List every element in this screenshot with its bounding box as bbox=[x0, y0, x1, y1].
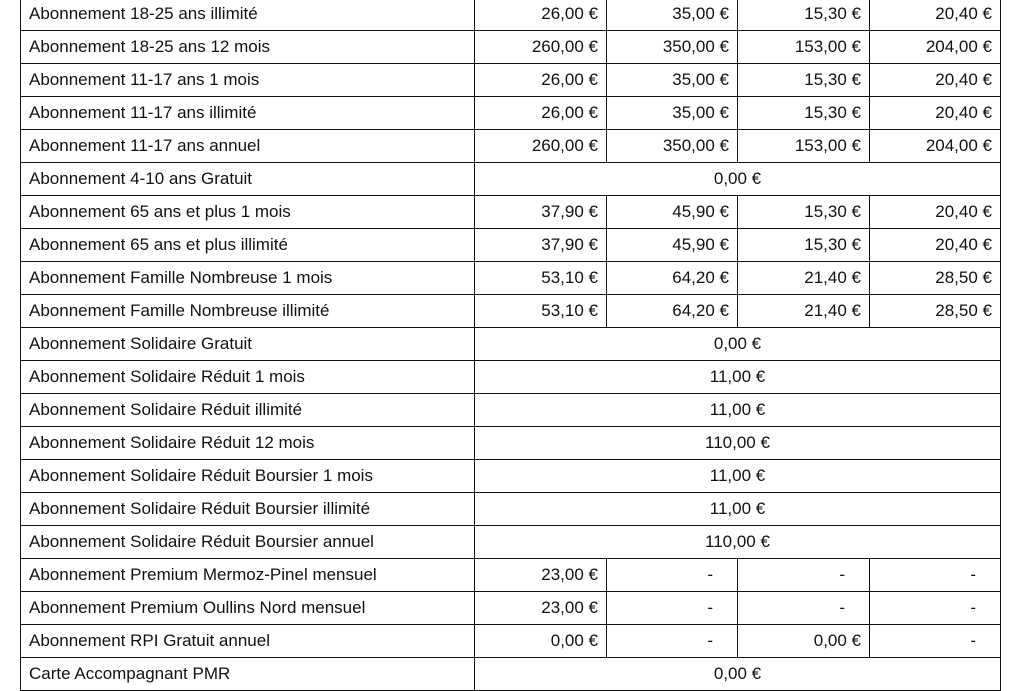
fare-price-cell: 45,90 € bbox=[607, 196, 738, 229]
fare-price-cell: 23,00 € bbox=[475, 559, 607, 592]
fare-price-cell: 53,10 € bbox=[475, 262, 607, 295]
fare-price-cell: - bbox=[738, 592, 870, 625]
fare-price-cell: 153,00 € bbox=[738, 130, 870, 163]
table-row bbox=[21, 625, 1001, 658]
table-row bbox=[21, 196, 1001, 229]
fare-price-cell: 28,50 € bbox=[870, 262, 1001, 295]
fare-price-cell: 15,30 € bbox=[738, 64, 870, 97]
fare-label-cell: Abonnement 18-25 ans illimité bbox=[21, 0, 475, 31]
fare-price-cell: - bbox=[607, 592, 738, 625]
table-row bbox=[21, 460, 1001, 493]
table-row bbox=[21, 163, 1001, 196]
fare-price-cell: 350,00 € bbox=[607, 31, 738, 64]
fare-price-cell: 26,00 € bbox=[475, 64, 607, 97]
fare-price-cell: - bbox=[607, 625, 738, 658]
fare-label-cell: Abonnement 11-17 ans illimité bbox=[21, 97, 475, 130]
fare-price-cell: 45,90 € bbox=[607, 229, 738, 262]
fare-flat-price-cell: 11,00 € bbox=[475, 493, 1001, 526]
fare-price-cell: 35,00 € bbox=[607, 97, 738, 130]
fare-price-cell: - bbox=[870, 592, 1001, 625]
fare-label-cell: Abonnement Famille Nombreuse 1 mois bbox=[21, 262, 475, 295]
table-row bbox=[21, 328, 1001, 361]
fare-price-cell: 260,00 € bbox=[475, 130, 607, 163]
table-row bbox=[21, 526, 1001, 559]
fare-price-cell: 23,00 € bbox=[475, 592, 607, 625]
table-row bbox=[21, 262, 1001, 295]
fare-price-cell: 153,00 € bbox=[738, 31, 870, 64]
fare-label-cell: Abonnement 18-25 ans 12 mois bbox=[21, 31, 475, 64]
fare-price-cell: 204,00 € bbox=[870, 130, 1001, 163]
table-row bbox=[21, 130, 1001, 163]
table-row bbox=[21, 97, 1001, 130]
fare-price-cell: 15,30 € bbox=[738, 0, 870, 31]
table-row bbox=[21, 592, 1001, 625]
fare-price-cell: 35,00 € bbox=[607, 0, 738, 31]
fare-price-cell: 64,20 € bbox=[607, 295, 738, 328]
fare-label-cell: Abonnement 65 ans et plus 1 mois bbox=[21, 196, 475, 229]
fare-price-cell: 0,00 € bbox=[475, 625, 607, 658]
fare-price-cell: 350,00 € bbox=[607, 130, 738, 163]
fare-price-cell: 37,90 € bbox=[475, 229, 607, 262]
table-row bbox=[21, 229, 1001, 262]
fare-label-cell: Abonnement Famille Nombreuse illimité bbox=[21, 295, 475, 328]
fare-price-cell: 15,30 € bbox=[738, 229, 870, 262]
fare-price-cell: 21,40 € bbox=[738, 295, 870, 328]
fare-price-cell: 26,00 € bbox=[475, 97, 607, 130]
fare-label-cell: Abonnement RPI Gratuit annuel bbox=[21, 625, 475, 658]
fare-price-cell: 20,40 € bbox=[870, 64, 1001, 97]
fare-price-cell: 20,40 € bbox=[870, 229, 1001, 262]
table-row bbox=[21, 394, 1001, 427]
fare-price-cell: 20,40 € bbox=[870, 0, 1001, 31]
fare-price-cell: - bbox=[870, 559, 1001, 592]
fare-price-cell: 0,00 € bbox=[738, 625, 870, 658]
fare-flat-price-cell: 110,00 € bbox=[475, 427, 1001, 460]
table-row bbox=[21, 64, 1001, 97]
fare-flat-price-cell: 11,00 € bbox=[475, 460, 1001, 493]
fare-label-cell: Abonnement Premium Oullins Nord mensuel bbox=[21, 592, 475, 625]
fare-flat-price-cell: 11,00 € bbox=[475, 394, 1001, 427]
fare-label-cell: Abonnement Solidaire Réduit 1 mois bbox=[21, 361, 475, 394]
table-row bbox=[21, 31, 1001, 64]
fare-price-cell: 64,20 € bbox=[607, 262, 738, 295]
fare-label-cell: Abonnement Premium Mermoz-Pinel mensuel bbox=[21, 559, 475, 592]
fare-price-cell: - bbox=[607, 559, 738, 592]
fare-label-cell: Abonnement Solidaire Gratuit bbox=[21, 328, 475, 361]
table-row bbox=[21, 0, 1001, 31]
fare-price-cell: 20,40 € bbox=[870, 196, 1001, 229]
fare-label-cell: Abonnement 65 ans et plus illimité bbox=[21, 229, 475, 262]
fare-label-cell: Abonnement Solidaire Réduit Boursier 1 mois bbox=[21, 460, 475, 493]
fare-price-cell: 26,00 € bbox=[475, 0, 607, 31]
fare-price-cell: - bbox=[738, 559, 870, 592]
fare-label-cell: Abonnement Solidaire Réduit Boursier illimité bbox=[21, 493, 475, 526]
fare-flat-price-cell: 0,00 € bbox=[475, 163, 1001, 196]
fare-price-cell: 53,10 € bbox=[475, 295, 607, 328]
fare-label-cell: Abonnement 4-10 ans Gratuit bbox=[21, 163, 475, 196]
fare-price-cell: - bbox=[870, 625, 1001, 658]
fare-flat-price-cell: 0,00 € bbox=[475, 658, 1001, 691]
fare-price-cell: 260,00 € bbox=[475, 31, 607, 64]
fare-price-cell: 15,30 € bbox=[738, 97, 870, 130]
fare-price-cell: 20,40 € bbox=[870, 97, 1001, 130]
fare-flat-price-cell: 0,00 € bbox=[475, 328, 1001, 361]
fare-label-cell: Abonnement Solidaire Réduit Boursier annuel bbox=[21, 526, 475, 559]
table-row bbox=[21, 559, 1001, 592]
fare-label-cell: Abonnement Solidaire Réduit illimité bbox=[21, 394, 475, 427]
fare-price-cell: 35,00 € bbox=[607, 64, 738, 97]
table-row bbox=[21, 295, 1001, 328]
fare-table-body bbox=[21, 0, 1001, 691]
fare-table bbox=[20, 0, 1001, 691]
fare-label-cell: Abonnement Solidaire Réduit 12 mois bbox=[21, 427, 475, 460]
table-row bbox=[21, 361, 1001, 394]
fare-price-cell: 204,00 € bbox=[870, 31, 1001, 64]
fare-flat-price-cell: 11,00 € bbox=[475, 361, 1001, 394]
table-row bbox=[21, 493, 1001, 526]
fare-label-cell: Abonnement 11-17 ans 1 mois bbox=[21, 64, 475, 97]
fare-price-cell: 37,90 € bbox=[475, 196, 607, 229]
fare-price-cell: 21,40 € bbox=[738, 262, 870, 295]
fare-price-cell: 28,50 € bbox=[870, 295, 1001, 328]
table-row bbox=[21, 658, 1001, 691]
fare-label-cell: Abonnement 11-17 ans annuel bbox=[21, 130, 475, 163]
fare-label-cell: Carte Accompagnant PMR bbox=[21, 658, 475, 691]
table-row bbox=[21, 427, 1001, 460]
fare-flat-price-cell: 110,00 € bbox=[475, 526, 1001, 559]
fare-price-cell: 15,30 € bbox=[738, 196, 870, 229]
